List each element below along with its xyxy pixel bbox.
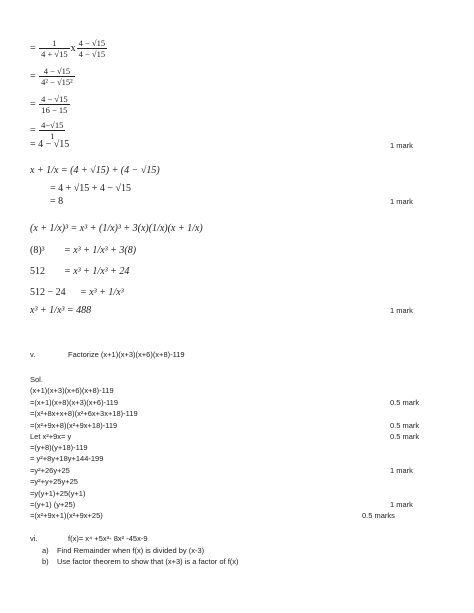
mark-label: 1 mark [390,306,413,315]
mark-label: 0.5 mark [390,432,420,441]
eq-cube-3-left: 512 [30,266,45,277]
eq-sum-1: x + 1/x = (4 + √15) + (4 − √15) [30,165,160,176]
solution-step: =y(y+1)+25(y+1) [30,489,86,498]
mark-label: 1 mark [390,197,413,206]
function-definition: f(x)= x⁴ +5x³- 8x² -45x-9 [68,534,148,543]
fraction: $\frac{4 - √15}{16 - 15}$ [41,94,68,115]
eq-rationalise-2: = $\frac{4 - √15}{\text{4² − √15²}}$ [30,66,73,87]
mark-label: 0.5 marks [362,511,395,520]
mark-label: 1 mark [390,500,413,509]
solution-label: Sol. [30,375,43,384]
solution-step: =y²+26y+25 [30,466,70,475]
solution-step: =(x+1)(x+8)(x+3)(x+6)-119 [30,398,119,407]
eq-cube-1: (x + 1/x)³ = x³ + (1/x)³ + 3(x)(1/x)(x + 1/x) [30,223,203,234]
eq-cube-2-left: (8)³ [30,245,45,256]
fraction: $\frac{4-√15}{1}$ [41,120,64,141]
solution-step: =y²+y+25y+25 [30,477,78,486]
mark-label: 1 mark [390,466,413,475]
solution-step: Let x²+9x= y [30,432,72,441]
solution-step: =(x²+9x+8)(x²+9x+18)-119 [30,421,118,430]
eq-cube-4-right: = x³ + 1/x³ [80,287,124,298]
solution-step: =(x²+9x+1)(x²+9x+25) [30,511,103,520]
eq-cube-3-right: = x³ + 1/x³ + 24 [64,266,130,277]
eq-sum-2: = 4 + √15 + 4 − √15 [50,183,132,194]
solution-step: =(x²+8x+x+8)(x²+6x+3x+18)-119 [30,409,138,418]
question-number: v. [30,350,36,359]
question-text: Factorize (x+1)(x+3)(x+6)(x+8)-119 [68,350,185,359]
solution-step: (x+1)(x+3)(x+6)(x+8)-119 [30,386,114,395]
eq-sum-3: = 8 [50,196,64,207]
eq-cube-2-right: = x³ + 1/x³ + 3(8) [64,245,137,256]
solution-step: =(y+1) (y+25) [30,500,76,509]
solution-step: = y²+8y+18y+144-199 [30,454,104,463]
fraction: $\frac{1}{4 + √15}$ [41,38,68,59]
fraction: $\frac{4 - √15}{4 - √15}$ [78,38,106,59]
fraction: $\frac{4 - √15}{\text{4² − √15²}}$ [41,66,73,87]
eq-rationalise-4: = $\frac{4-√15}{1}$ [30,120,64,141]
mark-label: 0.5 mark [390,398,420,407]
eq-rationalise-result: = 4 − √15 [30,139,70,150]
sub-question-text: Find Remainder when f(x) is divided by (x-3) [57,546,205,555]
mark-label: 1 mark [390,141,413,150]
eq-cube-4-left: 512 − 24 [30,287,66,298]
eq-rationalise-3: = $\frac{4 - √15}{16 - 15}$ [30,94,68,115]
mark-label: 0.5 mark [390,421,420,430]
question-number: vi. [30,534,38,543]
eq-cube-result: x³ + 1/x³ = 488 [30,305,92,316]
sub-question-text: Use factor theorem to show that (x+3) is a factor of f(x) [57,557,239,566]
solution-step: =(y+8)(y+18)-119 [30,443,88,452]
eq-rationalise-1: = $\frac{1}{4 + √15}$ x $\frac{4 - √15}{4 - √15}$ [30,38,106,59]
sub-question-label: a) [42,546,49,555]
sub-question-label: b) [42,557,49,566]
